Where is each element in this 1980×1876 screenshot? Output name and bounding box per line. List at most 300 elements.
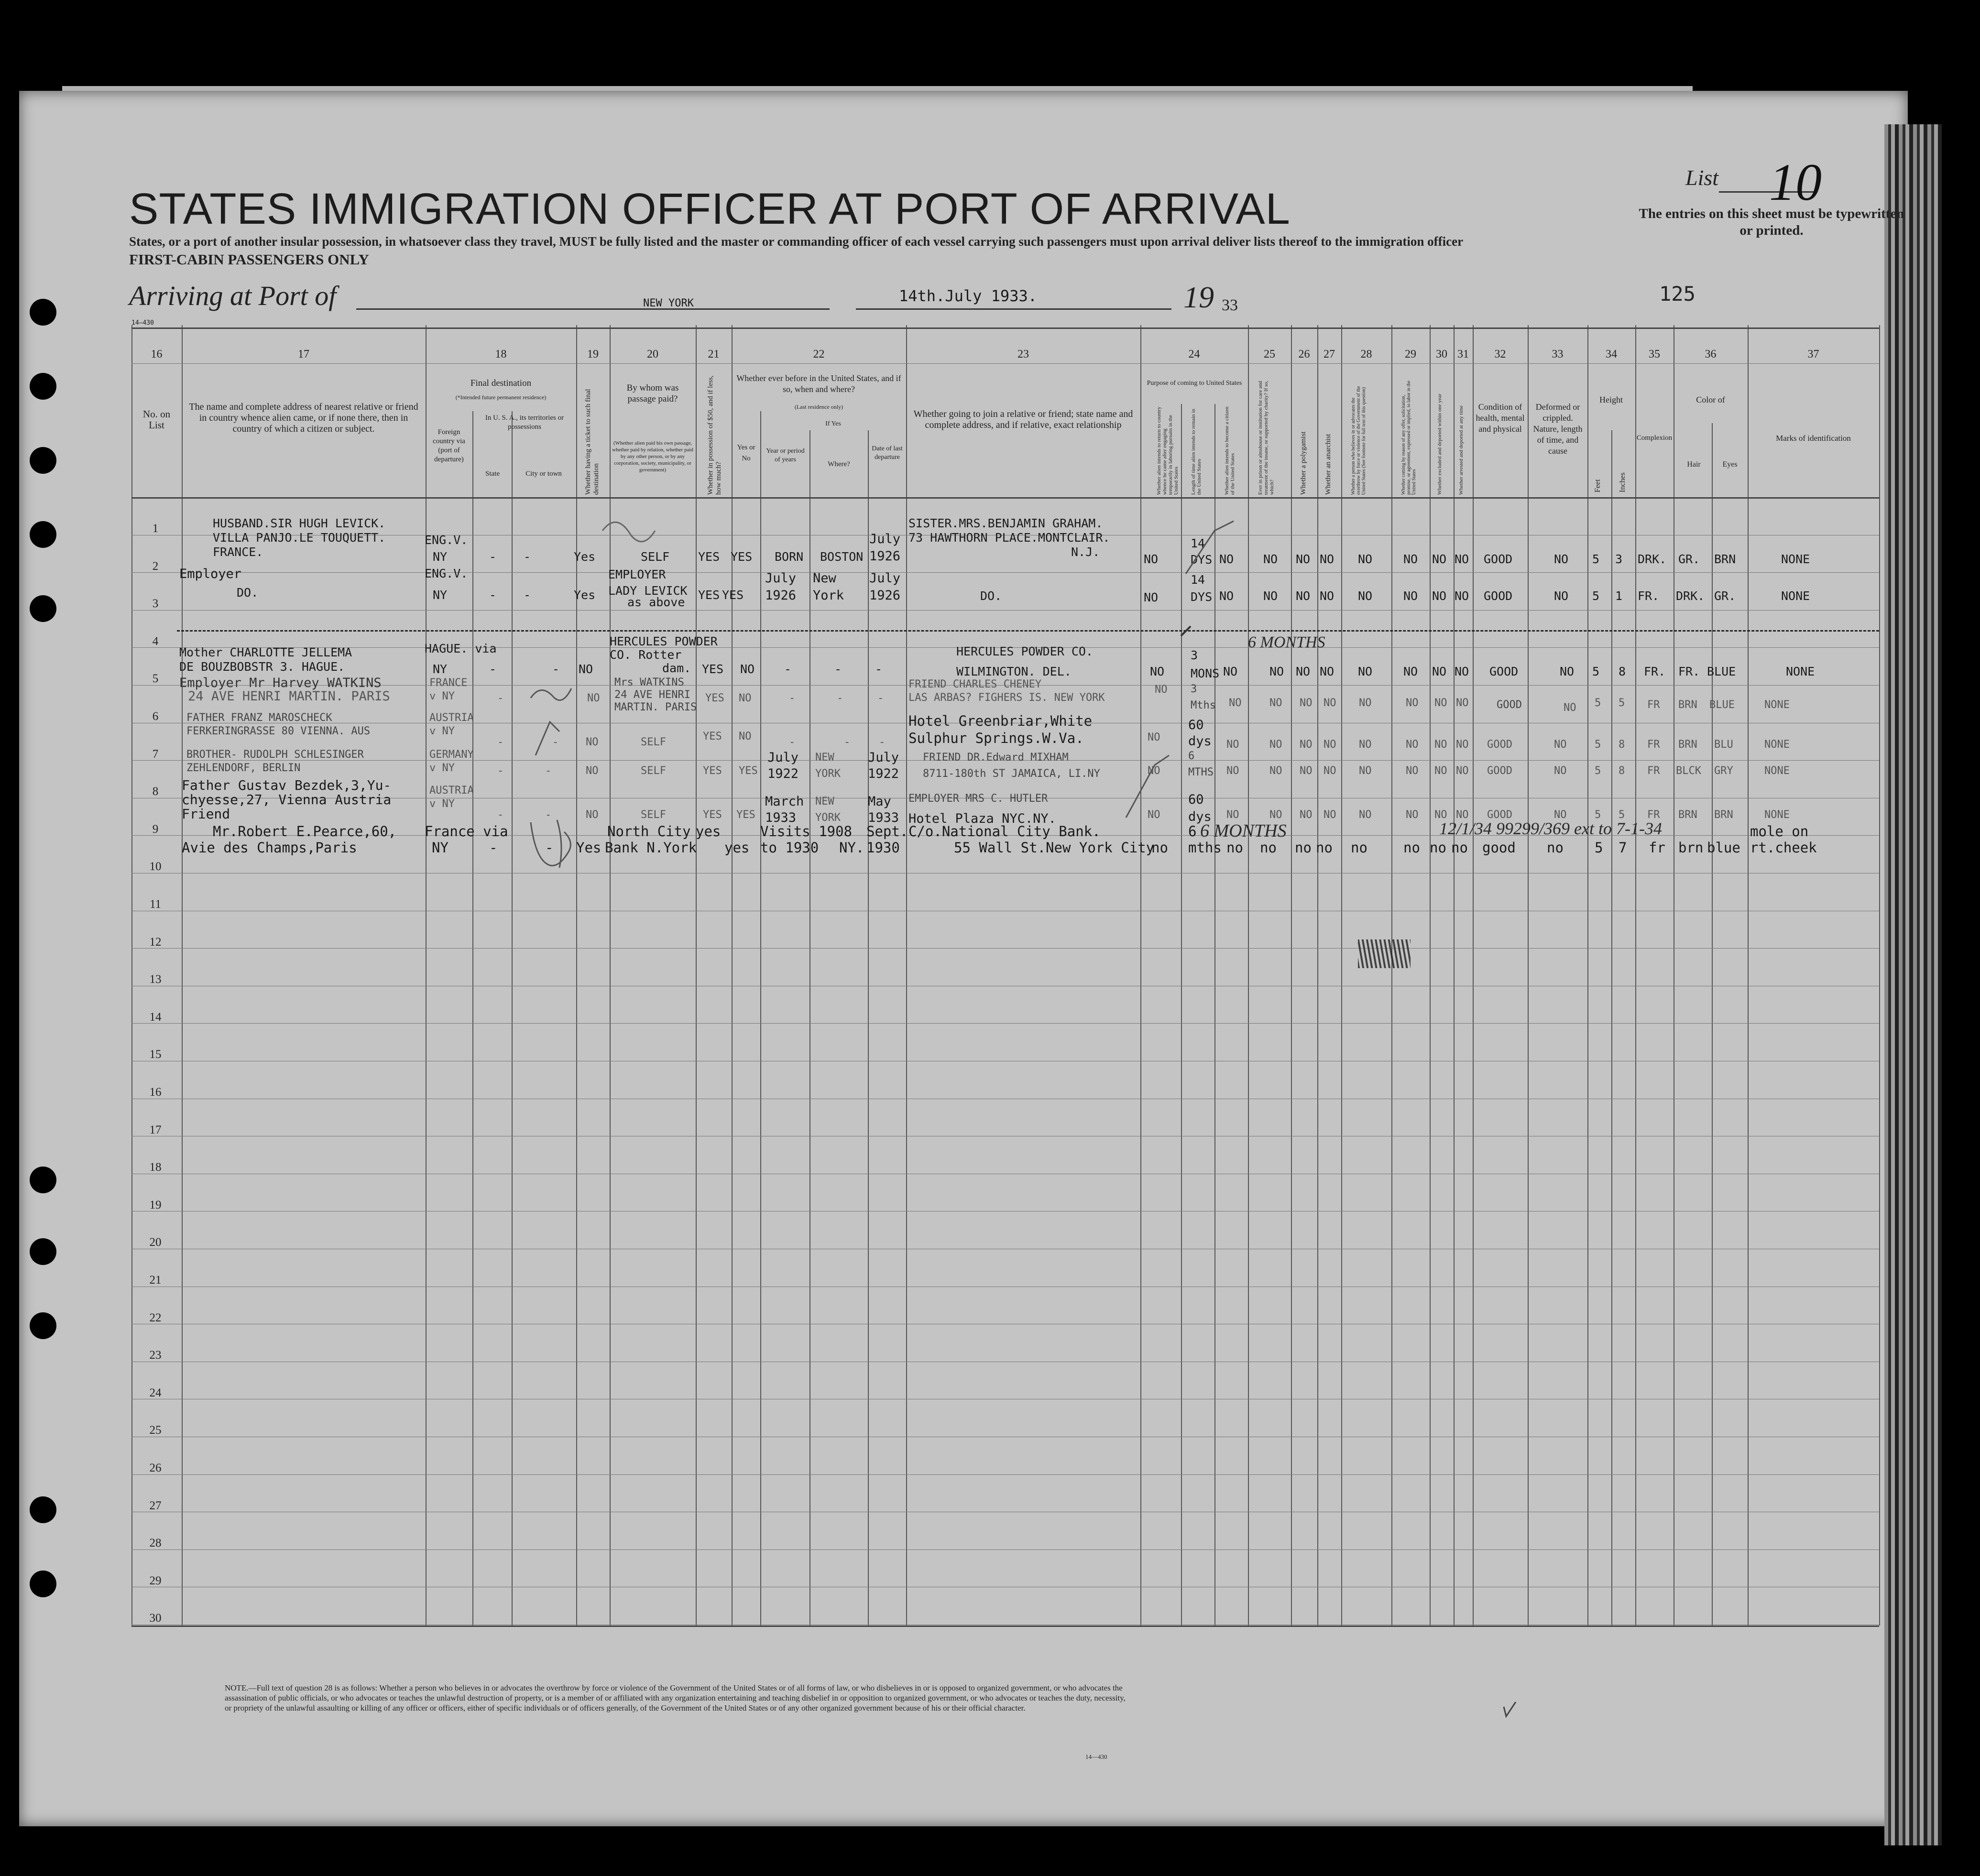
r1-purpose-return: NO xyxy=(1144,552,1159,566)
r6-c28: NO xyxy=(1359,739,1372,751)
r9-purpose-return: no xyxy=(1151,840,1168,856)
r9-c26: no xyxy=(1295,840,1312,856)
r8-relative: Father Gustav Bezdek,3,Yu- chyesse,27, Vienna Austria Friend xyxy=(182,777,392,822)
r6-relative: FATHER FRANZ MAROSCHECK FERKERINGRASSE 80 VIENNA. AUS xyxy=(186,712,371,737)
r2-deformed: NO xyxy=(1554,589,1569,603)
header-deformed: Deformed or crippled. Nature, length of time, and cause xyxy=(1533,402,1583,456)
r2-c30: NO xyxy=(1432,589,1447,603)
r8-departure: May 1933 xyxy=(868,794,899,825)
r4-c25: NO xyxy=(1269,665,1284,678)
r4-join: HERCULES POWDER CO. WILMINGTON. DEL. xyxy=(956,644,1093,678)
r2-city: - xyxy=(524,588,531,602)
r1-foreign-port: NY xyxy=(433,550,448,564)
r5-c30: NO xyxy=(1434,697,1447,709)
r2-relative: DO. xyxy=(237,586,259,600)
r5-marks: NONE xyxy=(1764,699,1790,711)
r1-join: SISTER.MRS.BENJAMIN GRAHAM. 73 HAWTHORN PLACE.MONTCLAIR. N.J. xyxy=(908,516,1110,559)
r5-c27: NO xyxy=(1324,697,1336,709)
footnote-form-code: 14—430 xyxy=(1085,1753,1107,1760)
r9-c27: no xyxy=(1316,840,1333,856)
header-polygamist: Whether a polygamist xyxy=(1300,431,1307,495)
row-number: 4 xyxy=(152,634,159,648)
r1-health: GOOD xyxy=(1484,552,1513,566)
r2-year: July 1926 xyxy=(765,571,797,603)
r8-where: NEW YORK xyxy=(815,796,841,824)
column-number: 16 xyxy=(151,348,163,360)
r4-inches: 8 xyxy=(1619,665,1626,678)
r9-state: - xyxy=(489,840,498,856)
r8-year: March 1933 xyxy=(765,794,804,825)
r2-hair: DRK. xyxy=(1676,589,1705,603)
r1-c30: NO xyxy=(1432,552,1447,566)
header-fifty-dollars: Whether in possession of $50, and if less, how much? xyxy=(707,375,722,495)
header-feet: Feet xyxy=(1594,479,1602,492)
r8-join: EMPLOYER MRS C. HUTLER Hotel Plaza NYC.NY. xyxy=(908,793,1056,826)
r6-purpose-length: 60 dys xyxy=(1188,718,1212,749)
r8-city: - xyxy=(545,809,552,821)
r8-inches: 5 xyxy=(1619,809,1625,821)
row-number: 12 xyxy=(149,935,162,949)
r4-foreign: HAGUE. via xyxy=(425,642,497,655)
r4-fifty: YES xyxy=(702,662,724,676)
r1-hair: GR. xyxy=(1678,552,1700,566)
r8-foreign: AUSTRIA v NY xyxy=(429,785,474,810)
r1-c29: NO xyxy=(1403,552,1418,566)
r8-c26: NO xyxy=(1300,809,1313,821)
r9-fifty: yes xyxy=(696,823,721,840)
r1-purpose-citizen: NO xyxy=(1219,552,1234,566)
r4-hair: FR. xyxy=(1678,665,1700,678)
row-number: 6 xyxy=(152,710,159,723)
r8-c30: NO xyxy=(1434,809,1447,821)
r8-state: - xyxy=(497,809,504,821)
header-prison: Ever in prison or almshouse or institution for care and treatment of the insane, or supported by charity? If so, which? xyxy=(1258,381,1275,495)
column-number: 36 xyxy=(1705,348,1717,360)
r9-departure: Sept. 1930 xyxy=(866,823,908,856)
r7-c29: NO xyxy=(1406,765,1419,777)
r9-c29: no xyxy=(1403,840,1420,856)
r2-marks: NONE xyxy=(1781,589,1810,603)
r1-c31: NO xyxy=(1455,552,1469,566)
r7-purpose-length: 6 MTHS xyxy=(1188,750,1214,778)
r8-purpose-citizen: NO xyxy=(1226,809,1239,821)
row-number: 2 xyxy=(152,559,159,573)
r9-deformed: no xyxy=(1547,840,1564,856)
header-city: City or town xyxy=(525,470,562,478)
r7-fifty: YES xyxy=(703,765,722,777)
r5-c29: NO xyxy=(1406,697,1419,709)
r9-c28: no xyxy=(1351,840,1367,856)
header-excluded: Whether excluded and deported within one year xyxy=(1437,393,1443,495)
column-number: 35 xyxy=(1649,348,1660,360)
r1-c26: NO xyxy=(1296,552,1311,566)
form-title: STATES IMMIGRATION OFFICER AT PORT OF ARRIVAL xyxy=(129,185,1291,233)
r9-purpose-citizen: no xyxy=(1226,840,1243,856)
year-prefix: 19 xyxy=(1183,280,1214,314)
column-number: 37 xyxy=(1807,348,1819,360)
r6-year: - xyxy=(789,736,796,748)
header-anarchist: Whether an anarchist xyxy=(1324,434,1332,495)
r2-relative-label: Employer xyxy=(179,567,242,581)
r9-relative: Mr.Robert E.Pearce,60, Avie des Champs,Paris xyxy=(182,823,397,856)
r4-c27: NO xyxy=(1320,665,1335,678)
r9-inches: 7 xyxy=(1619,840,1627,856)
r9-purpose-length: 6 mths xyxy=(1188,823,1222,856)
r9-before: yes xyxy=(724,840,750,856)
header-in-usa: In U. S. A., its territories or possessions xyxy=(485,414,564,431)
r7-city: - xyxy=(545,765,552,777)
r2-purpose-return: NO xyxy=(1144,590,1159,604)
r1-relative: HUSBAND.SIR HUGH LEVICK. VILLA PANJO.LE TOUQUETT. FRANCE. xyxy=(213,516,386,559)
row-number: 25 xyxy=(149,1424,162,1437)
r7-c30: NO xyxy=(1434,765,1447,777)
r2-state: - xyxy=(489,588,497,602)
r6-where: - xyxy=(844,736,851,748)
r4-paid: HERCULES POWDER CO. Rotter dam. xyxy=(610,634,718,675)
r7-purpose-return: NO xyxy=(1148,765,1160,777)
row-number: 29 xyxy=(149,1574,162,1587)
r8-c25: NO xyxy=(1269,809,1282,821)
header-where: Where? xyxy=(828,460,850,468)
footnote-question-28: NOTE.—Full text of question 28 is as follows: Whether a person who believes in or advocates the overthrow by force or violence of the Government of the United States or of all forms of law, or who disbelieves in or is opposed to organized government, or who advocates the assassination of public officials, or who advocates or teaches the unlawful destruction of property, or is a member of or affiliated with any organization entertaining and teaching disbelief in or opposition to organized government, or who advocates or teaches the duty, necessity, or propriety of the unlawful assaulting or killing of any officer or officers, either of specific individuals or of officers generally, of the Government of the United States or of any other organized government because of his or their official character. xyxy=(225,1683,1126,1712)
row-number: 27 xyxy=(149,1499,162,1512)
r9-hair: brn xyxy=(1678,840,1704,856)
r7-c25: NO xyxy=(1269,765,1282,777)
r1-foreign: ENG.V. xyxy=(425,533,468,547)
r8-ticket: NO xyxy=(586,809,599,821)
r1-before: YES xyxy=(731,550,753,564)
r4-ticket: NO xyxy=(579,662,593,676)
header-marks: Marks of identification xyxy=(1776,434,1851,443)
row-number: 28 xyxy=(149,1537,162,1550)
r6-deformed: NO xyxy=(1554,739,1567,751)
r8-fifty: YES xyxy=(703,809,722,821)
r4-c28: NO xyxy=(1358,665,1373,678)
r4-before: NO xyxy=(740,662,755,676)
r1-eyes: BRN xyxy=(1714,552,1736,566)
row-number: 11 xyxy=(149,898,162,911)
r4-purpose-return: NO xyxy=(1150,665,1165,678)
r7-departure: July 1922 xyxy=(868,750,899,781)
r2-c29: NO xyxy=(1403,589,1418,603)
r7-marks: NONE xyxy=(1764,765,1790,777)
r6-eyes: BLU xyxy=(1714,739,1733,751)
r7-health: GOOD xyxy=(1487,765,1512,777)
r2-purpose-length: 14 DYS xyxy=(1191,573,1213,604)
r2-purpose-citizen: NO xyxy=(1219,589,1234,603)
r5-eyes: BLUE xyxy=(1709,699,1735,711)
r2-where: New York xyxy=(813,571,844,603)
r6-paid: SELF xyxy=(641,736,666,748)
row-number: 30 xyxy=(149,1612,162,1625)
r2-health: GOOD xyxy=(1484,589,1513,603)
r2-ticket: Yes xyxy=(574,588,596,602)
r2-eyes: GR. xyxy=(1714,589,1736,603)
r8-complexion: FR xyxy=(1647,809,1660,821)
r4-deformed: NO xyxy=(1560,665,1575,678)
r5-deformed: NO xyxy=(1564,702,1576,714)
r1-where: BOSTON xyxy=(820,550,864,564)
r9-c30: no xyxy=(1430,840,1446,856)
year-suffix: 33 xyxy=(1222,296,1238,314)
r9-c31: no xyxy=(1451,840,1468,856)
column-number: 33 xyxy=(1552,348,1564,360)
r8-c28: NO xyxy=(1359,809,1372,821)
column-number: 21 xyxy=(708,348,720,360)
r5-departure: - xyxy=(877,692,884,704)
r9-handwritten-annotation: 12/1/34 99299/369 ext to 7-1-34 xyxy=(1439,819,1662,838)
r6-fifty: YES xyxy=(703,731,722,742)
r6-c26: NO xyxy=(1300,739,1313,751)
r6-inches: 8 xyxy=(1619,739,1625,751)
row-number: 1 xyxy=(152,522,159,535)
r1-c27: NO xyxy=(1320,552,1335,566)
r5-c26: NO xyxy=(1300,697,1313,709)
r4-purpose-citizen: NO xyxy=(1223,665,1238,678)
header-complexion: Complexion xyxy=(1636,434,1673,442)
row-number: 16 xyxy=(149,1086,162,1099)
r8-health: GOOD xyxy=(1487,809,1512,821)
header-purpose-citizen: Whether alien intends to become a citizen of the United States xyxy=(1224,406,1236,495)
r4-feet: 5 xyxy=(1592,665,1600,678)
header-foreign-country: Foreign country via (port of departure) xyxy=(433,428,465,463)
r7-year: July 1922 xyxy=(767,750,799,781)
r5-join: FRIEND CHARLES CHENEY LAS ARBAS? FIGHERS IS. NEW YORK xyxy=(908,678,1105,704)
column-number: 32 xyxy=(1494,348,1506,360)
r7-where: NEW YORK xyxy=(815,752,841,780)
r1-ticket: Yes xyxy=(574,550,596,564)
r6-purpose-citizen: NO xyxy=(1226,739,1239,751)
r8-purpose-return: NO xyxy=(1148,809,1160,821)
header-purpose-return: Whether alien intends to return to country whence he came after engaging temporarily in laboring pursuits in the United States xyxy=(1156,406,1179,495)
r1-fifty: YES xyxy=(698,550,720,564)
r4-c26: NO xyxy=(1296,665,1311,678)
header-arrested: Whether arrested and deported at any time xyxy=(1458,405,1464,495)
row-number: 23 xyxy=(149,1349,162,1362)
r5-before: NO xyxy=(739,692,752,704)
r1-c28: NO xyxy=(1358,552,1373,566)
column-number: 24 xyxy=(1188,348,1200,360)
r5-paid: Mrs WATKINS 24 AVE HENRI MARTIN. PARIS xyxy=(614,676,697,713)
r5-where: - xyxy=(837,692,843,704)
r7-complexion: FR xyxy=(1647,765,1660,777)
r5-purpose-return: NO xyxy=(1155,684,1168,696)
column-number: 30 xyxy=(1436,348,1447,360)
r5-health: GOOD xyxy=(1497,699,1522,711)
list-number: 10 xyxy=(1769,153,1822,211)
r6-join: Hotel Greenbriar,White Sulphur Springs.W.Va. xyxy=(908,713,1093,746)
column-number: 23 xyxy=(1017,348,1029,360)
r4-marks: NONE xyxy=(1786,665,1815,678)
r6-foreign: AUSTRIA v NY xyxy=(429,712,474,737)
r2-before: YES xyxy=(722,588,744,602)
r4-where: - xyxy=(834,662,842,676)
ink-smudge xyxy=(1358,939,1411,968)
header-final-destination-note: (*Intended future permanent residence) xyxy=(455,394,547,401)
r4-year: - xyxy=(784,662,792,676)
r9-city: - xyxy=(545,840,554,856)
header-ever-before: Whether ever before in the United States, and if so, when and where? xyxy=(736,373,901,394)
r2-paid: EMPLOYER LADY LEVICK as above xyxy=(608,567,688,609)
row-number: 20 xyxy=(149,1236,162,1249)
r4-complexion: FR. xyxy=(1644,665,1666,678)
r4-foreign-port: NY xyxy=(433,662,448,676)
r1-feet: 5 xyxy=(1592,552,1600,566)
r8-feet: 5 xyxy=(1595,809,1601,821)
r2-departure: July 1926 xyxy=(869,571,901,603)
r6-before: NO xyxy=(739,731,752,742)
r1-purpose-length: 14 DYS xyxy=(1191,536,1213,567)
header-date-departure: Date of last departure xyxy=(872,445,903,461)
header-yes-or-no: Yes or No xyxy=(737,444,755,462)
row-number: 7 xyxy=(152,747,159,761)
r4-c31: NO xyxy=(1455,665,1469,678)
row-number: 8 xyxy=(152,785,159,798)
r4-purpose-length: 3 MONS xyxy=(1191,648,1220,680)
r9-marks: mole on rt.cheek xyxy=(1750,823,1817,856)
row-number: 9 xyxy=(152,822,159,836)
r7-paid: SELF xyxy=(641,765,666,777)
header-final-destination: Final destination xyxy=(470,378,532,388)
row-number: 14 xyxy=(149,1010,162,1024)
r5-c25: NO xyxy=(1269,697,1282,709)
header-state: State xyxy=(485,470,500,478)
r5-feet: 5 xyxy=(1595,697,1601,709)
r5-city: - xyxy=(552,692,559,704)
header-color-of: Color of xyxy=(1696,395,1725,404)
r4-relative: Mother CHARLOTTE JELLEMA DE BOUZBOBSTR 3. HAGUE. xyxy=(179,645,352,674)
r8-hair: BRN xyxy=(1678,809,1697,821)
r8-c29: NO xyxy=(1406,809,1419,821)
r8-c31: NO xyxy=(1456,809,1469,821)
r5-complexion: FR xyxy=(1647,699,1660,711)
r5-foreign: FRANCE v NY xyxy=(429,677,468,702)
r6-state: - xyxy=(497,736,504,748)
r2-c28: NO xyxy=(1358,589,1373,603)
r4-departure: - xyxy=(875,662,883,676)
r2-foreign-port: NY xyxy=(433,588,448,602)
r6-c27: NO xyxy=(1324,739,1336,751)
r1-marks: NONE xyxy=(1781,552,1810,566)
row-number: 26 xyxy=(149,1462,162,1474)
r7-relative: BROTHER- RUDOLPH SCHLESINGER ZEHLENDORF, BERLIN xyxy=(186,749,364,774)
r1-inches: 3 xyxy=(1615,552,1623,566)
r9-where: NY. xyxy=(839,840,864,856)
header-height: Height xyxy=(1599,395,1623,404)
r6-complexion: FR xyxy=(1647,739,1660,751)
r5-hair: BRN xyxy=(1678,699,1697,711)
row-number: 24 xyxy=(149,1386,162,1399)
column-number: 25 xyxy=(1264,348,1275,360)
column-number: 29 xyxy=(1405,348,1416,360)
column-number: 31 xyxy=(1457,348,1469,360)
header-join-relative: Whether going to join a relative or friend; state name and complete address, and if relative, exact relationship xyxy=(913,409,1133,430)
port-name: NEW YORK xyxy=(643,297,694,309)
r7-c27: NO xyxy=(1324,765,1336,777)
header-relative: The name and complete address of nearest relative or friend in country whence alien came, or if none there, then in country of which a citizen or subject. xyxy=(189,402,418,434)
r9-eyes: blue xyxy=(1707,840,1740,856)
r5-purpose-citizen: NO xyxy=(1229,697,1242,709)
r7-hair: BLCK xyxy=(1676,765,1701,777)
column-number: 28 xyxy=(1360,348,1372,360)
header-inches: Inches xyxy=(1619,472,1627,492)
r7-eyes: GRY xyxy=(1714,765,1733,777)
list-label: List xyxy=(1685,165,1719,190)
column-number: 20 xyxy=(647,348,658,360)
r5-c31: NO xyxy=(1456,697,1469,709)
r6-feet: 5 xyxy=(1595,739,1601,751)
r5-fifty: YES xyxy=(705,692,724,704)
row-number: 13 xyxy=(149,973,162,986)
r7-feet: 5 xyxy=(1595,765,1601,777)
column-number: 19 xyxy=(587,348,599,360)
form-instructions: States, or a port of another insular possession, in whatsoever class they travel, MUST be fully listed and the master or commanding officer of each vessel carrying such passengers must upon arrival deliver lists thereof to the immigration officer xyxy=(129,234,1464,249)
r9-c25: no xyxy=(1260,840,1277,856)
header-passage-paid: By whom was passage paid? xyxy=(626,383,679,404)
column-number: 18 xyxy=(495,348,507,360)
r7-foreign: GERMANY v NY xyxy=(429,749,474,774)
r2-foreign: ENG.V. xyxy=(425,567,468,580)
r5-c28: NO xyxy=(1359,697,1372,709)
r9-complexion: fr xyxy=(1649,840,1665,856)
r4-city: - xyxy=(552,662,560,676)
r9-year: Visits 1908 to 1930 xyxy=(760,823,853,856)
arriving-label: Arriving at Port of xyxy=(129,280,337,311)
r6-hair: BRN xyxy=(1678,739,1697,751)
header-eyes: Eyes xyxy=(1722,460,1738,469)
r7-deformed: NO xyxy=(1554,765,1567,777)
r5-inches: 5 xyxy=(1619,697,1625,709)
r6-health: GOOD xyxy=(1487,739,1512,751)
header-ever-before-note: (Last residence only) xyxy=(794,404,843,410)
column-number: 27 xyxy=(1324,348,1335,360)
r1-paid: SELF xyxy=(641,550,670,564)
header-if-yes: If Yes xyxy=(825,420,841,427)
header-health: Condition of health, mental and physical xyxy=(1476,402,1525,434)
row-number: 3 xyxy=(152,597,159,611)
r6-c25: NO xyxy=(1269,739,1282,751)
r5-state: - xyxy=(497,692,504,704)
column-number: 17 xyxy=(298,348,309,360)
r7-c31: NO xyxy=(1456,765,1469,777)
r8-marks: NONE xyxy=(1764,809,1790,821)
header-labor-offer: Whether coming by reason of any offer, solicitation, promise, or agreement, expressed or implied, to labor in the United States xyxy=(1401,381,1417,495)
r9-purpose-handwritten: 6 MONTHS xyxy=(1200,821,1287,841)
r5-year: - xyxy=(789,692,796,704)
header-no-on-list: No. on List xyxy=(142,408,171,431)
form-code: 14—430 xyxy=(131,319,154,327)
header-ticket: Whether having a ticket to such final destination xyxy=(584,389,600,495)
column-number: 22 xyxy=(813,348,825,360)
r7-state: - xyxy=(497,765,504,777)
passenger-class: FIRST-CABIN PASSENGERS ONLY xyxy=(129,251,369,268)
r2-fifty: YES xyxy=(698,588,720,602)
r7-before: YES xyxy=(739,765,758,777)
r9-feet: 5 xyxy=(1595,840,1603,856)
r2-complexion: FR. xyxy=(1638,589,1660,603)
r1-state: - xyxy=(489,550,497,564)
r5-ticket: NO xyxy=(587,692,600,704)
r4-state: - xyxy=(489,662,497,676)
r2-c25: NO xyxy=(1263,589,1278,603)
r6-c31: NO xyxy=(1456,739,1469,751)
r6-city: - xyxy=(552,736,559,748)
r7-purpose-citizen: NO xyxy=(1226,765,1239,777)
r7-inches: 8 xyxy=(1619,765,1625,777)
r9-join: C/o.National City Bank. 55 Wall St.New York City xyxy=(908,823,1155,856)
r8-purpose-length: 60 dys xyxy=(1188,792,1212,824)
row-number: 5 xyxy=(152,672,159,686)
